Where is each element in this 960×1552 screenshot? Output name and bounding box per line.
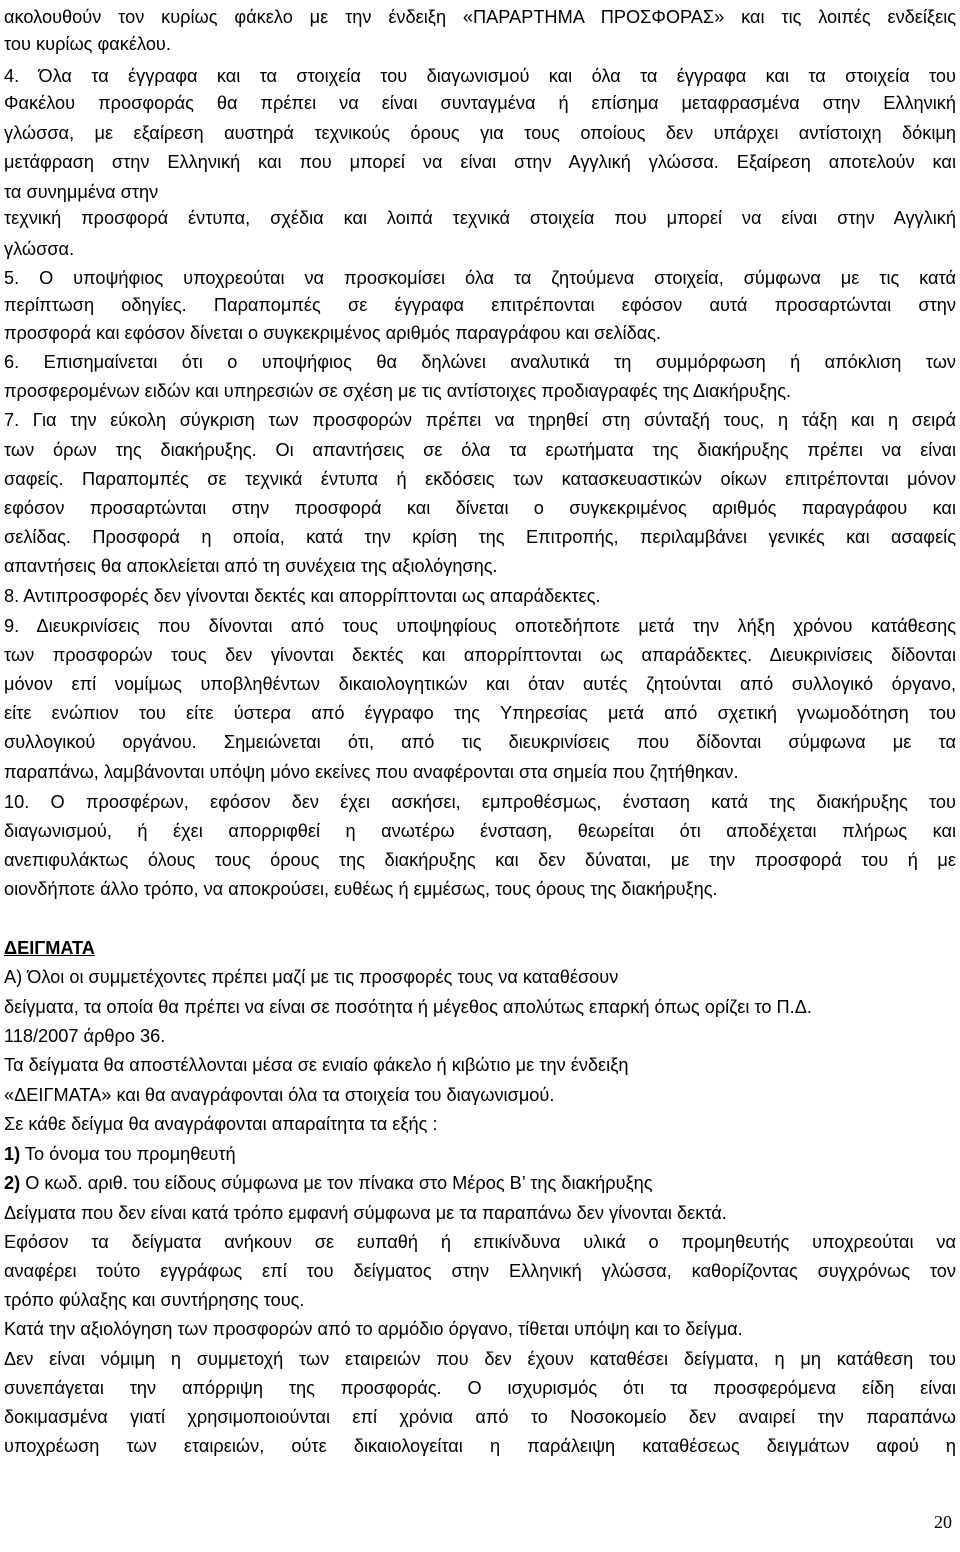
line-text: 9. Διευκρινίσεις που δίνονται από τους υποψηφίους οποτεδήποτε μετά την λήξη χρόνου κατάθεσης	[4, 616, 956, 636]
text-line	[4, 818, 956, 846]
line-text: σελίδας. Προσφορά η οποία, κατά την κρίση της Επιτροπής, περιλαμβάνει γενικές και ασαφείς	[4, 527, 956, 547]
list-marker: 2)	[4, 1173, 21, 1193]
text-line	[4, 1052, 628, 1080]
line-text: 6. Επισημαίνεται ότι ο υποψήφιος θα δηλώνει αναλυτικά τη συμμόρφωση ή απόκλιση των	[4, 352, 956, 372]
line-text: γλώσσα.	[4, 239, 75, 259]
line-text: εφόσον προσαρτώνται στην προσφορά και δίνεται ο συγκεκριμένος αριθμός παραγράφου και	[4, 498, 956, 518]
text-line	[4, 1082, 554, 1110]
line-text: 118/2007 άρθρο 36.	[4, 1026, 166, 1046]
text-line	[4, 1375, 956, 1403]
line-text: Δεν είναι νόμιμη η συμμετοχή των εταιρειών που δεν έχουν καταθέσει δείγματα, η μη κατάθεση του	[4, 1349, 956, 1369]
text-line	[4, 179, 158, 207]
text-line	[4, 4, 956, 32]
line-text: απαντήσεις θα αποκλείεται από τη συνέχεια της αξιολόγησης.	[4, 556, 498, 576]
line-text: του κυρίως φακέλου.	[4, 34, 171, 54]
line-text: Τα δείγματα θα αποστέλλονται μέσα σε ενιαίο φάκελο ή κιβώτιο με την ένδειξη	[4, 1055, 629, 1075]
text-line	[4, 1433, 956, 1461]
text-line	[4, 1111, 438, 1139]
line-text: παραπάνω, λαμβάνονται υπόψη μόνο εκείνες που αναφέρονται στα σημεία που ζητήθηκαν.	[4, 762, 739, 782]
text-line	[4, 1346, 956, 1374]
line-text: προσφερομένων ειδών και υπηρεσιών σε σχέση με τις αντίστοιχες προδιαγραφές της Διακήρυξης.	[4, 381, 792, 401]
text-line	[4, 789, 956, 817]
line-text: προσφορά και εφόσον δίνεται ο συγκεκριμένος αριθμός παραγράφου και σελίδας.	[4, 323, 662, 343]
text-line	[4, 437, 956, 465]
text-line	[4, 759, 739, 787]
line-text: δείγματα, τα οποία θα πρέπει να είναι σε ποσότητα ή μέγεθος απολύτως επαρκή όπως ορίζει το Π.Δ.	[4, 997, 812, 1017]
text-line	[4, 349, 956, 377]
text-line	[4, 1200, 727, 1228]
line-text: τα συνημμένα στην	[4, 182, 159, 202]
text-line	[4, 964, 618, 992]
text-line	[4, 265, 956, 293]
text-line	[4, 31, 171, 59]
text-line	[4, 729, 956, 757]
line-text: τρόπο φύλαξης και συντήρησης τους.	[4, 1290, 305, 1310]
text-line	[4, 553, 498, 581]
line-text: 8. Αντιπροσφορές δεν γίνονται δεκτές και απορρίπτονται ως απαράδεκτες.	[4, 586, 601, 606]
line-text: Ο κωδ. αριθ. του είδους σύμφωνα με τον πίνακα στο Μέρος Β’ της διακήρυξης	[25, 1173, 653, 1193]
list-marker: 1)	[4, 1144, 21, 1164]
line-text: «ΔΕΙΓΜΑΤΑ» και θα αναγράφονται όλα τα στοιχεία του διαγωνισμού.	[4, 1085, 555, 1105]
line-text: είτε ενώπιον του είτε ύστερα από έγγραφο της Υπηρεσίας μετά από σχετική γνωμοδότηση του	[4, 703, 956, 723]
text-line	[4, 524, 956, 552]
text-line	[4, 205, 956, 233]
text-line	[4, 1229, 956, 1257]
line-text: σαφείς. Παραπομπές σε τεχνικά έντυπα ή εκδόσεις των κατασκευαστικών οίκων επιτρέπονται μόνον	[4, 469, 956, 489]
text-line	[4, 994, 812, 1022]
line-text: 4. Όλα τα έγγραφα και τα στοιχεία του διαγωνισμού και όλα τα έγγραφα και τα στοιχεία του	[4, 66, 956, 86]
line-text: μετάφραση στην Ελληνική και που μπορεί να είναι στην Αγγλική γλώσσα. Εξαίρεση αποτελούν και	[4, 152, 956, 172]
text-line	[4, 583, 601, 611]
text-line	[4, 1316, 743, 1344]
text-line	[4, 495, 956, 523]
line-text: των προσφορών τους δεν γίνονται δεκτές και απορρίπτονται ως απαράδεκτες. Διευκρινίσεις δίδονται	[4, 645, 956, 665]
text-line	[4, 1141, 236, 1169]
line-text: συλλογικού οργάνου. Σημειώνεται ότι, από τις διευκρινίσεις που δίδονται σύμφωνα με τα	[4, 732, 956, 752]
text-line	[4, 149, 956, 177]
line-text: Φακέλου προσφοράς θα πρέπει να είναι συνταγμένα ή επίσημα μεταφρασμένα στην Ελληνική	[4, 93, 956, 113]
line-text: υποχρέωση των εταιρειών, ούτε δικαιολογείται η παράλειψη καταθέσεως δειγμάτων αφού η	[4, 1436, 956, 1456]
line-text: ακολουθούν τον κυρίως φάκελο με την ένδειξη «ΠΑΡΑΡΤΗΜΑ ΠΡΟΣΦΟΡΑΣ» και τις λοιπές ενδείξεις	[4, 7, 956, 27]
line-text: μόνον επί νομίμως υποβληθέντων δικαιολογητικών και όταν αυτές ζητούνται από συλλογικό όργανο,	[4, 674, 956, 694]
text-line	[4, 700, 956, 728]
text-line	[4, 847, 956, 875]
text-line	[4, 1287, 304, 1315]
line-text: διαγωνισμού, ή έχει απορριφθεί η ανωτέρω ένσταση, θεωρείται ότι αποδέχεται πλήρως και	[4, 821, 956, 841]
section-heading	[4, 935, 95, 963]
text-line	[4, 292, 956, 320]
text-line	[4, 876, 718, 904]
line-text: ανεπιφυλάκτως όλους τους όρους της διακήρυξης και δεν δύναται, με την προσφορά του ή με	[4, 850, 956, 870]
page-number: 20	[934, 1512, 952, 1532]
text-line	[4, 378, 791, 406]
line-text: αναφέρει τούτο εγγράφως επί του δείγματος στην Ελληνική γλώσσα, καθορίζοντας συγχρόνως τον	[4, 1261, 956, 1281]
line-text: Σε κάθε δείγμα θα αναγράφονται απαραίτητα τα εξής :	[4, 1114, 438, 1134]
line-text: Δείγματα που δεν είναι κατά τρόπο εμφανή σύμφωνα με τα παραπάνω δεν γίνονται δεκτά.	[4, 1203, 727, 1223]
line-text: 7. Για την εύκολη σύγκριση των προσφορών πρέπει να τηρηθεί στη σύνταξή τους, η τάξη και η σειρά	[4, 410, 956, 430]
line-text: Α) Όλοι οι συμμετέχοντες πρέπει μαζί με τις προσφορές τους να καταθέσουν	[4, 967, 619, 987]
line-text: δοκιμασμένα γιατί χρησιμοποιούνται επί χρόνια από το Νοσοκομείο δεν αναιρεί την παραπάνω	[4, 1407, 956, 1427]
line-text: συνεπάγεται την απόρριψη της προσφοράς. Ο ισχυρισμός ότι τα προσφερόμενα είδη είναι	[4, 1378, 956, 1398]
text-line	[4, 1170, 653, 1198]
text-line	[4, 642, 956, 670]
line-text: 10. Ο προσφέρων, εφόσον δεν έχει ασκήσει, εμπροθέσμως, ένσταση κατά της διακήρυξης του	[4, 792, 956, 812]
text-line	[4, 90, 956, 118]
text-line	[4, 466, 956, 494]
line-text: οιονδήποτε άλλο τρόπο, να αποκρούσει, ευθέως ή εμμέσως, τους όρους της διακήρυξης.	[4, 879, 718, 899]
line-text: ΔΕΙΓΜΑΤΑ	[4, 938, 95, 958]
text-line	[4, 671, 956, 699]
text-line	[4, 236, 74, 264]
line-text: γλώσσα, με εξαίρεση αυστηρά τεχνικούς όρους για τους οποίους δεν υπάρχει αντίστοιχη δόκιμη	[4, 123, 956, 143]
text-line	[4, 1404, 956, 1432]
text-line	[4, 1258, 956, 1286]
text-line	[4, 120, 956, 148]
text-line	[4, 320, 661, 348]
line-text: τεχνική προσφορά έντυπα, σχέδια και λοιπά τεχνικά στοιχεία που μπορεί να είναι στην Αγγλική	[4, 208, 956, 228]
text-line	[4, 1023, 165, 1051]
line-text: Εφόσον τα δείγματα ανήκουν σε ευπαθή ή επικίνδυνα υλικά ο προμηθευτής υποχρεούται να	[4, 1232, 956, 1252]
line-text: Το όνομα του προμηθευτή	[24, 1144, 236, 1164]
line-text: των όρων της διακήρυξης. Οι απαντήσεις σε όλα τα ερωτήματα της διακήρυξης πρέπει να είναι	[4, 440, 956, 460]
text-line	[4, 613, 956, 641]
line-text: περίπτωση οδηγίες. Παραπομπές σε έγγραφα επιτρέπονται εφόσον αυτά προσαρτώνται στην	[4, 295, 956, 315]
text-line	[4, 407, 956, 435]
line-text: Κατά την αξιολόγηση των προσφορών από το αρμόδιο όργανο, τίθεται υπόψη και το δείγμα.	[4, 1319, 743, 1339]
line-text: 5. Ο υποψήφιος υποχρεούται να προσκομίσει όλα τα ζητούμενα στοιχεία, σύμφωνα με τις κατά	[4, 268, 956, 288]
text-line	[4, 63, 956, 91]
